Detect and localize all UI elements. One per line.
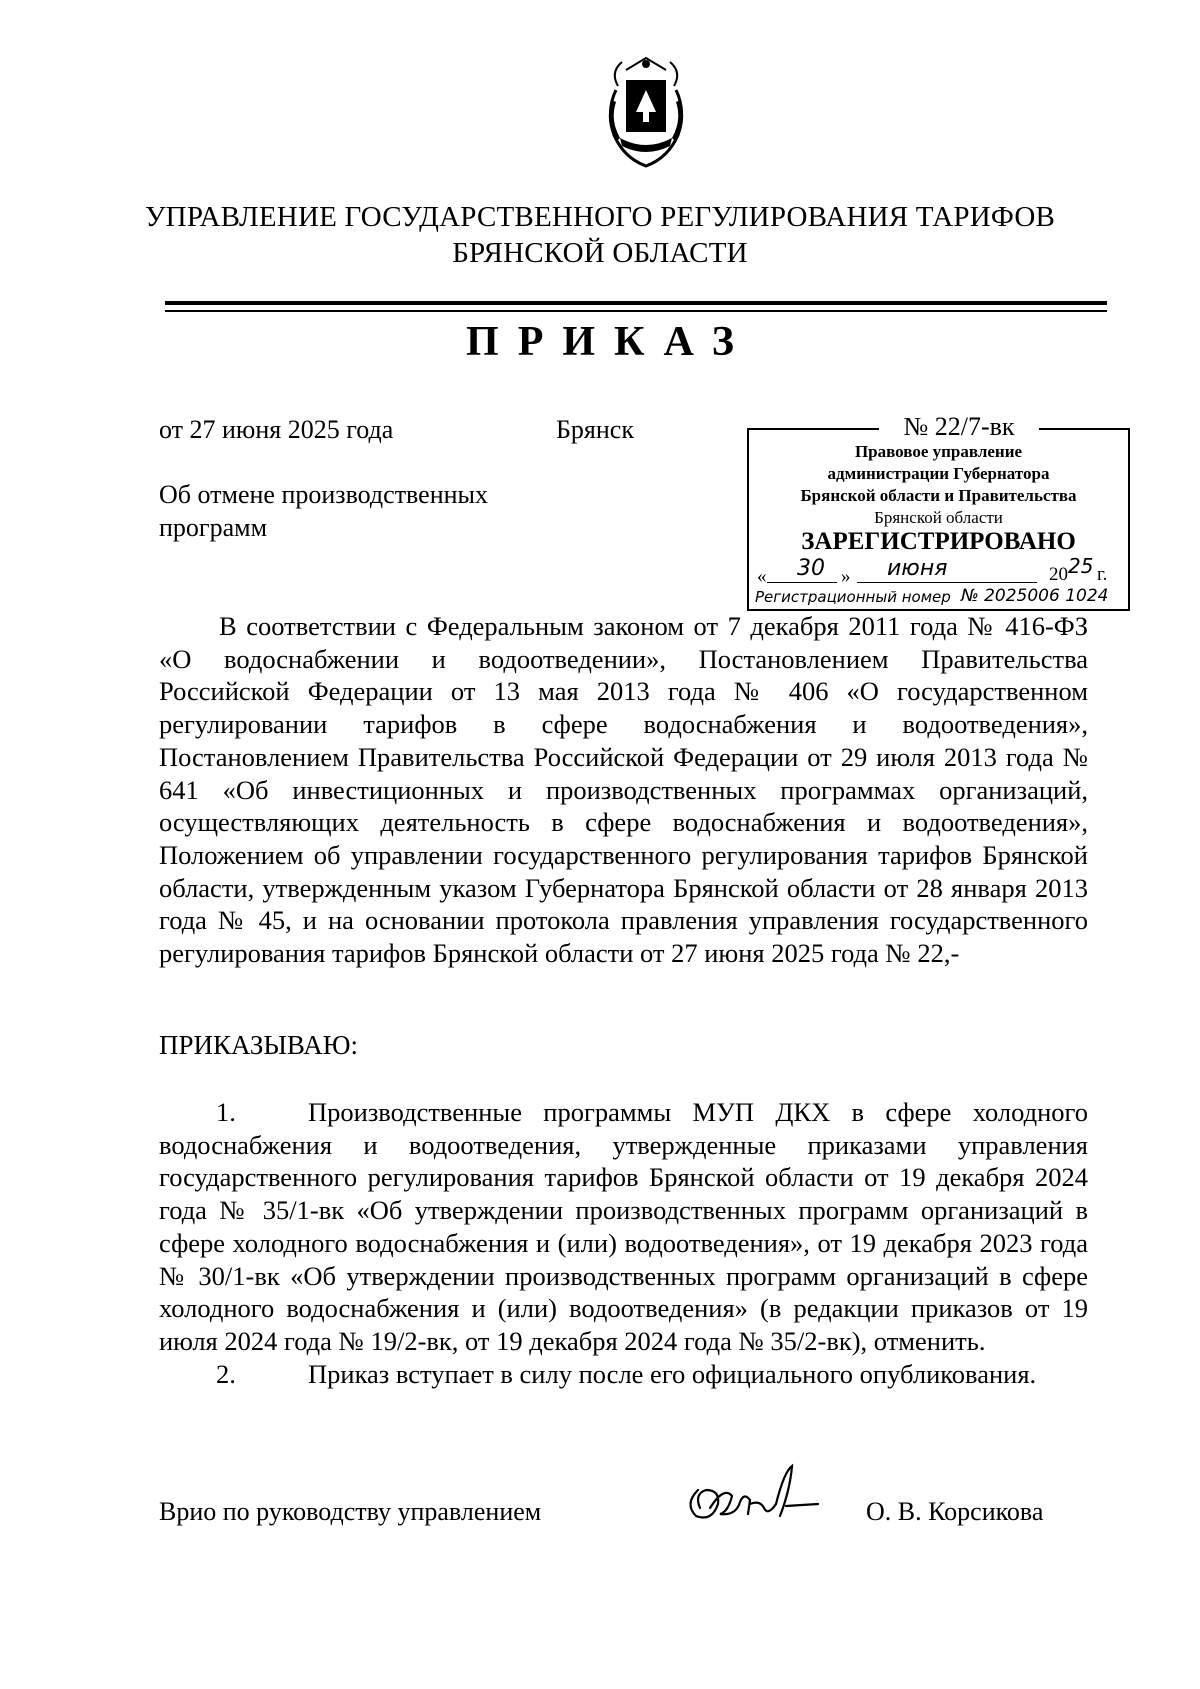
item-number: 2. (216, 1358, 236, 1389)
stamp-reg-label: Регистрационный номер (755, 588, 951, 606)
stamp-line4: Брянской области (874, 508, 1003, 527)
order-word: ПРИКАЗЫВАЮ: (159, 1030, 358, 1060)
stamp-year-prefix: 20 (1049, 564, 1068, 585)
subject-line2: программ (159, 513, 268, 542)
order-number: № 22/7-вк (879, 412, 1039, 442)
registration-stamp (747, 412, 1130, 611)
header-divider-thick (165, 301, 1107, 305)
subject-line1: Об отмене производственных (159, 480, 489, 509)
stamp-reg-number: № 2025006 1024 (961, 586, 1109, 606)
stamp-line1: Правовое управление (854, 442, 1023, 461)
order-city: Брянск (556, 415, 634, 444)
stamp-registered: ЗАРЕГИСТРИРОВАНО (801, 528, 1076, 555)
order-items (159, 1096, 1088, 1390)
stamp-day: 30 (797, 556, 825, 581)
org-name-line1: УПРАВЛЕНИЕ ГОСУДАРСТВЕННОГО РЕГУЛИРОВАНИЯ ТАРИФОВ (144, 201, 1056, 233)
stamp-year-mark: г. (1097, 564, 1108, 585)
stamp-date-row: « 30 » июня 20 25 г. (757, 554, 1108, 587)
stamp-reg-row (753, 588, 1125, 610)
order-date: от 27 июня 2025 года (159, 415, 394, 444)
stamp-line2: администрации Губернатора (827, 464, 1050, 483)
signatory-name: О. В. Корсикова (866, 1497, 1044, 1526)
stamp-month: июня (887, 556, 948, 581)
preamble-text: В соответствии с Федеральным законом от 7 декабря 2011 года № 416-ФЗ «О водоснабжении и водоотведении», Постановлением Правительства Российской Федерации от 13 мая 2013 года № 406 «О государственном регулировании тарифов в сфере водоснабжения и водоотведения», Постановлением Правительства Российской Федерации от 29 июля 2013 года № 641 «Об инвестиционных и производственных программах организаций, осуществляющих деятельность в сфере водоснабжения и водоотведения», Положением об управлении государственного регулирования тарифов Брянской области, утвержденным указом Губернатора Брянской области от 28 января 2013 года № 45, и на основании протокола правления управления государственного регулирования тарифов Брянской области от 27 июня 2025 года № 22,- (159, 611, 1088, 969)
item-number: 1. (216, 1097, 236, 1127)
coat-of-arms-emblem (596, 50, 696, 172)
document-title: ПРИКАЗ (466, 319, 753, 365)
stamp-line3: Брянской области и Правительства (800, 486, 1077, 505)
handwritten-signature (680, 1460, 830, 1530)
preamble-block (159, 610, 1088, 970)
stamp-year-suffix: 25 (1068, 554, 1094, 578)
order-item (159, 1096, 1088, 1358)
item-text: Производственные программы МУП ДКХ в сфере холодного водоснабжения и водоотведения, утвержденные приказами управления государственного регулирования тарифов Брянской области от 19 декабря 2024 года № 35/1-вк «Об утверждении производственных программ организаций в сфере холодного водоснабжения и (или) водоотведения», от 19 декабря 2023 года № 30/1-вк «Об утверждении производственных программ организаций в сфере холодного водоснабжения и (или) водоотведения» (в редакции приказов от 19 июля 2024 года № 19/2-вк, от 19 декабря 2024 года № 35/2-вк), отменить. (159, 1097, 1088, 1356)
item-text: Приказ вступает в силу после его официального опубликования. (308, 1358, 1037, 1389)
org-name-line2: БРЯНСКОЙ ОБЛАСТИ (452, 237, 748, 269)
signatory-position: Врио по руководству управлением (159, 1497, 542, 1526)
header-divider-thin (165, 310, 1107, 312)
order-item (159, 1358, 1088, 1391)
